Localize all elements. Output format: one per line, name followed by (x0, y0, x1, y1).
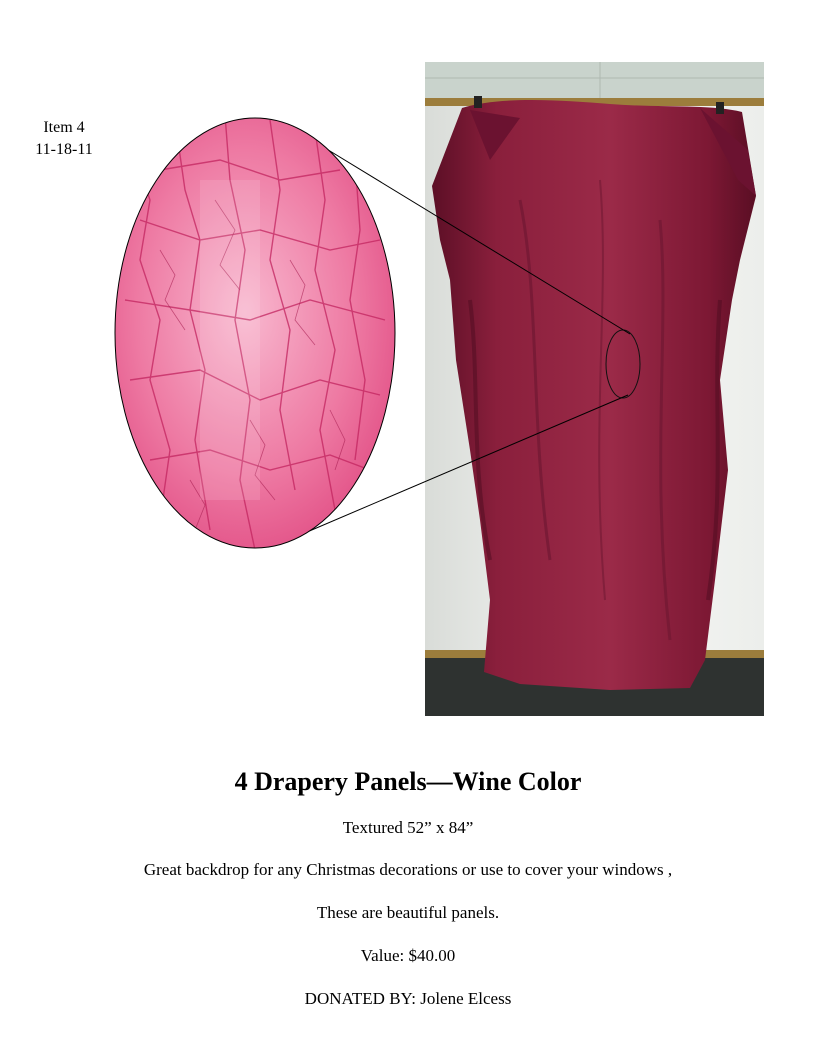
item-title: 4 Drapery Panels—Wine Color (234, 767, 582, 796)
texture-size-line: Textured 52” x 84” (342, 818, 474, 837)
item-date: 11-18-11 (35, 141, 93, 158)
description-line: Great backdrop for any Christmas decorations or use to cover your windows , (143, 860, 673, 879)
item-number: Item 4 (43, 119, 85, 136)
value-line: Value: $40.00 (360, 946, 456, 965)
comment-line: These are beautiful panels. (316, 903, 500, 922)
donor-line: DONATED BY: Jolene Elcess (304, 989, 512, 1008)
drapery-photo (425, 62, 764, 716)
fabric-zoom-ellipse (110, 110, 410, 560)
